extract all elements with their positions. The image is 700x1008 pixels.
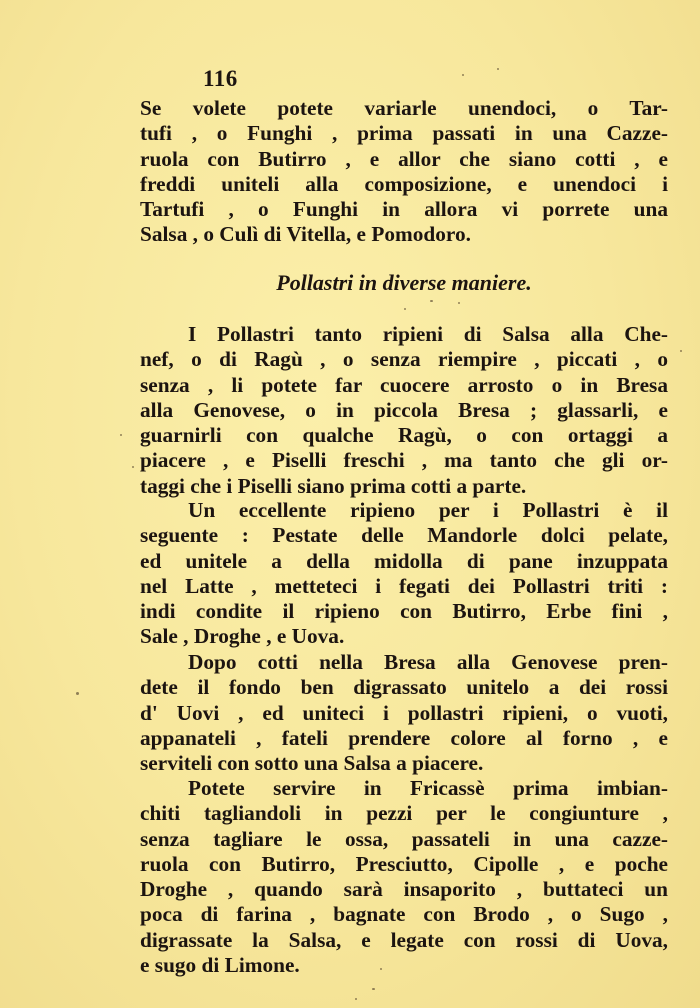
text-line: senza tagliare le ossa, passateli in una cazze- <box>140 826 668 851</box>
text-line: Droghe , quando sarà insaporito , buttateci un <box>140 877 668 902</box>
text-line: nel Latte , metteteci i fegati dei Pollastri triti : <box>140 573 668 598</box>
paper-speck <box>430 300 433 302</box>
text-line: Dopo cotti nella Bresa alla Genovese pren- <box>188 650 668 674</box>
text-line: poca di farina , bagnate con Brodo , o Sugo , <box>140 902 668 927</box>
text-line: taggi che i Piselli siano prima cotti a parte. <box>140 473 527 498</box>
text-line: Sale , Droghe , e Uova. <box>140 624 345 649</box>
paper-speck <box>76 692 79 695</box>
paper-speck <box>355 998 357 1000</box>
text-line: ed unitele a della midolla di pane inzuppata <box>140 548 668 573</box>
paper-speck <box>680 350 682 352</box>
text-line: Potete servire in Fricassè prima imbian- <box>188 776 668 800</box>
text-line: freddi uniteli alla composizione, e unendoci i <box>140 171 668 196</box>
text-line: guarnirli con qualche Ragù, o con ortaggi a <box>140 423 668 448</box>
paragraph <box>140 322 668 499</box>
text-line: serviteli con sotto una Salsa a piacere. <box>140 751 484 776</box>
text-line: nef, o di Ragù , o senza riempire , piccati , o <box>140 347 668 372</box>
text-line: d' Uovi , ed uniteci i pollastri ripieni, o vuoti, <box>140 700 668 725</box>
paragraph <box>140 650 668 776</box>
text-line: ruola con Butirro , e allor che siano cotti , e <box>140 146 668 171</box>
text-line: Se volete potete variarle unendoci, o Tar- <box>140 96 668 120</box>
paper-speck <box>120 434 122 436</box>
paper-speck <box>372 988 375 990</box>
text-line: e sugo di Limone. <box>140 953 300 978</box>
text-line: senza , li potete far cuocere arrosto o in Bresa <box>140 372 668 397</box>
text-line: I Pollastri tanto ripieni di Salsa alla Che- <box>188 322 668 346</box>
text-line: alla Genovese, o in piccola Bresa ; glassarli, e <box>140 397 668 422</box>
text-line: Un eccellente ripieno per i Pollastri è il <box>188 498 668 522</box>
paper-speck <box>462 74 464 76</box>
text-line: piacere , e Piselli freschi , ma tanto che gli or- <box>140 448 668 473</box>
text-line: Tartufi , o Funghi in allora vi porrete una <box>140 197 668 222</box>
text-line: tufi , o Funghi , prima passati in una Cazze- <box>140 121 668 146</box>
text-line: indi condite il ripieno con Butirro, Erbe fini , <box>140 599 668 624</box>
paper-speck <box>132 466 134 468</box>
paper-speck <box>458 302 460 304</box>
paragraph-continuation <box>140 96 668 248</box>
text-line: digrassate la Salsa, e legate con rossi di Uova, <box>140 927 668 952</box>
text-line: ruola con Butirro, Presciutto, Cipolle , e poche <box>140 851 668 876</box>
paper-speck <box>380 968 382 970</box>
text-line: chiti tagliandoli in pezzi per le congiunture , <box>140 801 668 826</box>
paper-speck <box>497 68 499 70</box>
paragraph <box>140 498 668 650</box>
text-line: seguente : Pestate delle Mandorle dolci pelate, <box>140 523 668 548</box>
text-line: Salsa , o Culì di Vitella, e Pomodoro. <box>140 222 471 247</box>
text-line: dete il fondo ben digrassato unitelo a dei rossi <box>140 675 668 700</box>
paragraph <box>140 776 668 978</box>
text-line: appanateli , fateli prendere colore al forno , e <box>140 725 668 750</box>
section-heading: Pollastri in diverse maniere. <box>276 270 532 295</box>
page-number: 116 <box>203 66 238 91</box>
paper-speck <box>404 308 406 310</box>
